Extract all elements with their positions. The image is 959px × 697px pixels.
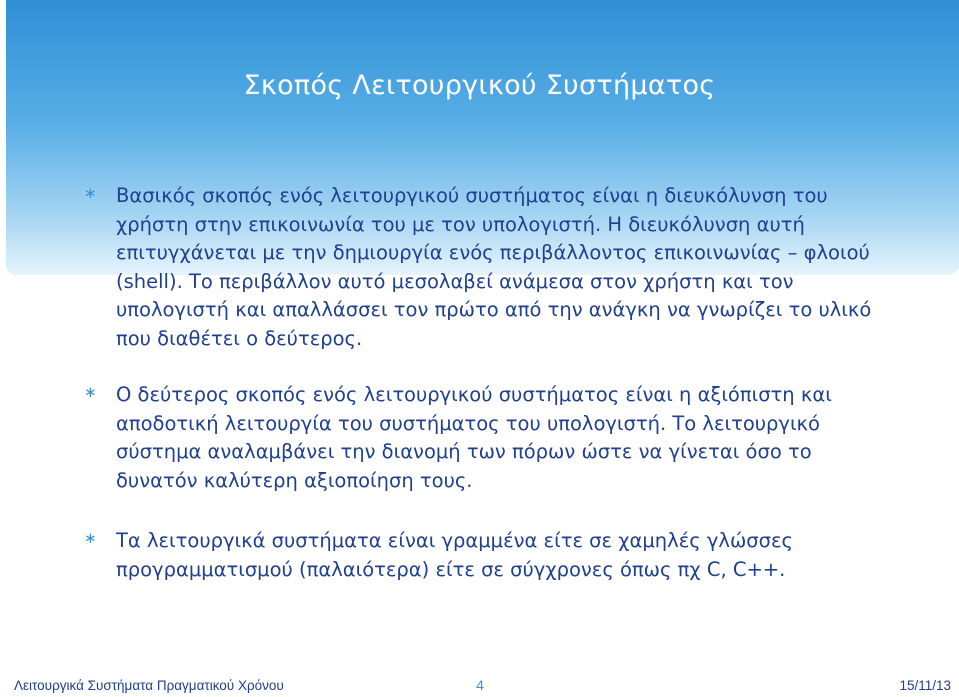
footer-date: 15/11/13 — [899, 678, 951, 693]
bullet-marker-icon: ∗ — [84, 184, 97, 202]
slide-title: Σκοπός Λειτουργικού Συστήματος — [243, 70, 716, 102]
bullet-text: Βασικός σκοπός ενός λειτουργικού συστήματος είναι η διευκόλυνση του χρήστη στην επικοινωνία του με τον υπολογιστή. Η διευκόλυνση αυτή επιτυγχάνεται με την δημιουργία ενός περιβάλλοντος επικοινωνίας – φλοιού (shell). Το περιβάλλον αυτό μεσολαβεί ανάμεσα στον χρήστη και τον υπολογιστή και απαλλάσσει τον πρώτο από την ανάγκη να γνωρίζει το υλικό που διαθέτει ο δεύτερος. — [116, 184, 872, 350]
footer-course-title: Λειτουργικά Συστήματα Πραγματικού Χρόνου — [14, 678, 284, 693]
bullet-marker-icon: ∗ — [84, 383, 97, 401]
bullet-text: Τα λειτουργικά συστήματα είναι γραμμένα είτε σε χαμηλές γλώσσες προγραμματισμού (παλαιότερα) είτε σε σύγχρονες όπως πχ C, C++. — [116, 529, 793, 581]
footer-page-number: 4 — [476, 677, 484, 693]
bullet-marker-icon: ∗ — [84, 529, 97, 547]
bullet-text: Ο δεύτερος σκοπός ενός λειτουργικού συστήματος είναι η αξιόπιστη και αποδοτική λειτουργία του συστήματος του υπολογιστή. Το λειτουργικό σύστημα αναλαμβάνει την διανομή των πόρων ώστε να γίνεται όσο το δυνατόν καλύτερη αξιοποίηση τους. — [116, 383, 832, 492]
